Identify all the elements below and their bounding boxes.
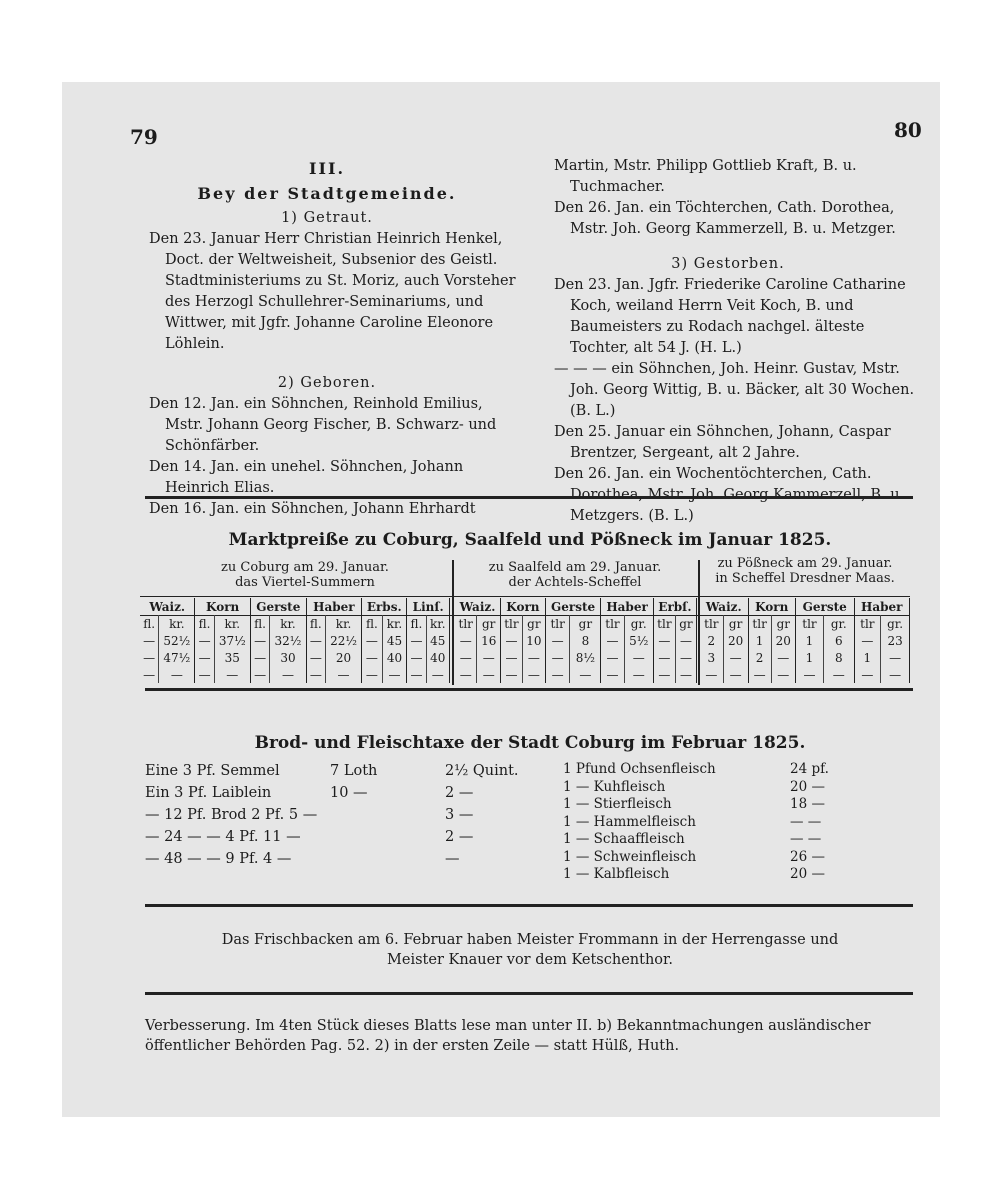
price-cell: — (653, 632, 675, 649)
price-cell: — (500, 632, 522, 649)
unit-label: gr. (824, 615, 854, 632)
price-cell: 1 (795, 632, 823, 649)
price-row (700, 632, 910, 649)
price-cell: — (407, 649, 426, 666)
bread-weight-loth: 7 Loth (330, 763, 378, 779)
group-heading-line: in Scheffel Dresdner Maas. (715, 571, 895, 586)
price-cell: 2 (748, 649, 771, 666)
unit-label: fl. (362, 615, 382, 632)
group-heading-line: der Achtels-Scheffel (508, 575, 642, 590)
meat-item: 1 — Stierfleisch (563, 796, 672, 812)
divider-rule (145, 688, 913, 691)
price-row (455, 632, 697, 649)
died-entry: Den 26. Jan. ein Wochentöchterchen, Cath. Dorothea, Mstr. Joh. Georg Kammerzell, B. u. Metzgers. (B. L.) (554, 466, 905, 524)
price-cell: — (522, 666, 545, 683)
price-cell: — (455, 666, 477, 683)
price-cell: — (545, 632, 570, 649)
price-cell: — (748, 666, 771, 683)
meat-price: 20 — (790, 778, 825, 795)
price-cell: 1 (854, 649, 881, 666)
column-header: Erbs. (362, 598, 407, 615)
price-cell: — (601, 666, 624, 683)
price-cell: — (675, 649, 696, 666)
price-cell: — (653, 649, 675, 666)
price-cell: — (250, 632, 269, 649)
meat-price: 24 pf. (790, 761, 829, 777)
column-header: Gerste (250, 598, 306, 615)
divider-rule (145, 992, 913, 995)
unit-label: tlr (700, 615, 723, 632)
table-header-rule (140, 596, 910, 597)
page-number-left: 79 (130, 125, 158, 149)
price-cell: — (601, 649, 624, 666)
price-cell: 5½ (624, 632, 653, 649)
unit-label: tlr (795, 615, 823, 632)
price-cell: — (854, 632, 881, 649)
unit-row (700, 615, 910, 632)
group-heading-line: zu Pößneck am 29. Januar. (717, 556, 893, 571)
unit-label: gr (570, 615, 601, 632)
price-cell: — (250, 666, 269, 683)
price-cell: — (477, 649, 501, 666)
meat-item: 1 — Kuhfleisch (563, 778, 666, 795)
price-cell: 8½ (570, 649, 601, 666)
bread-weight-quint: 2 — (445, 785, 474, 801)
market-group-coburg (160, 560, 450, 590)
price-cell: — (545, 649, 570, 666)
meat-item: 1 — Kalbfleisch (563, 866, 670, 882)
unit-label: tlr (854, 615, 881, 632)
price-cell: 20 (723, 632, 748, 649)
price-cell: — (653, 666, 675, 683)
price-row (140, 666, 450, 683)
column-header: Gerste (545, 598, 601, 615)
price-cell: 40 (382, 649, 407, 666)
price-cell: — (362, 649, 382, 666)
price-cell: 35 (214, 649, 250, 666)
column-header: Waiz. (140, 598, 195, 615)
price-cell: — (455, 649, 477, 666)
unit-label: fl. (195, 615, 214, 632)
price-cell: 10 (522, 632, 545, 649)
header-row (455, 598, 697, 615)
born-entry: Den 16. Jan. ein Söhnchen, Johann Ehrhardt (149, 501, 476, 517)
price-cell: — (500, 649, 522, 666)
column-header: Waiz. (700, 598, 748, 615)
table-saalfeld (455, 598, 697, 683)
married-heading: 1) Getraut. (281, 210, 373, 226)
price-cell: 6 (824, 632, 854, 649)
price-table-coburg (140, 598, 450, 683)
died-entry: — — — ein Söhnchen, Joh. Heinr. Gustav, Mstr. Joh. Georg Wittig, B. u. Bäcker, alt 30 Wochen. (B. L.) (554, 361, 915, 419)
born-heading: 2) Geboren. (277, 375, 377, 391)
price-cell: — (140, 649, 159, 666)
price-cell: — (624, 649, 653, 666)
married-entry: Den 23. Januar Herr Christian Heinrich Henkel, Doct. der Weltweisheit, Subsenior des Geistl. Stadtministeriums zu St. Moriz, auch Vorsteher des Herzogl Schullehrer-Seminariums, und Wittwer, mit Jgfr. Johanne Caroline Eleonore Löhlein. (149, 231, 516, 352)
price-cell: — (362, 666, 382, 683)
price-cell: — (306, 632, 325, 649)
price-cell: — (195, 632, 214, 649)
price-cell: 20 (325, 649, 361, 666)
bread-item: — 48 — — 9 Pf. 4 — (145, 851, 292, 867)
unit-label: fl. (250, 615, 269, 632)
price-cell: — (306, 666, 325, 683)
price-cell: — (771, 666, 795, 683)
price-table-saalfeld (455, 598, 697, 683)
price-cell: — (195, 666, 214, 683)
price-cell: — (675, 666, 696, 683)
market-group-poessneck (700, 556, 910, 586)
price-cell: 32½ (270, 632, 306, 649)
price-cell: — (140, 666, 159, 683)
unit-label: kr. (426, 615, 449, 632)
section-number: III. (308, 159, 346, 178)
unit-label: gr (771, 615, 795, 632)
unit-row (455, 615, 697, 632)
price-cell: 3 (700, 649, 723, 666)
price-cell: — (455, 632, 477, 649)
died-entry: Den 25. Januar ein Söhnchen, Johann, Caspar Brentzer, Sergeant, alt 2 Jahre. (554, 424, 891, 461)
price-cell: — (854, 666, 881, 683)
group-separator (452, 560, 454, 685)
column-header: Erbſ. (653, 598, 696, 615)
column-header: Korn (500, 598, 545, 615)
price-cell: — (382, 666, 407, 683)
correction-note: Verbesserung. Im 4ten Stück dieses Blatts lese man unter II. b) Bekanntmachungen ausländischer öffentlicher Behörden Pag. 52. 2) in der ersten Zeile — statt Hülß, Huth. (145, 1018, 871, 1054)
died-entry: Den 23. Jan. Jgfr. Friederike Caroline Catharine Koch, weiland Herrn Veit Koch, B. und Baumeisters zu Rodach nachgel. älteste Tochter, alt 54 J. (H. L.) (554, 277, 906, 356)
price-cell: 40 (426, 649, 449, 666)
price-row (700, 649, 910, 666)
price-cell: — (570, 666, 601, 683)
price-cell: 1 (795, 649, 823, 666)
column-header: Gerste (795, 598, 854, 615)
price-cell: 30 (270, 649, 306, 666)
header-row (140, 598, 450, 615)
price-cell: — (159, 666, 195, 683)
column-header: Waiz. (455, 598, 500, 615)
price-cell: — (522, 649, 545, 666)
tax-title: Brod- und Fleischtaxe der Stadt Coburg im Februar 1825. (254, 733, 806, 753)
price-cell: 8 (570, 632, 601, 649)
bread-weight-quint: 3 — (445, 807, 474, 823)
unit-label: gr. (881, 615, 910, 632)
price-cell: 52½ (159, 632, 195, 649)
price-row (140, 649, 450, 666)
bread-item: — 12 Pf. Brod 2 Pf. 5 — (145, 807, 318, 823)
column-header: Haber (306, 598, 361, 615)
price-cell: — (700, 666, 723, 683)
meat-price: 26 — (790, 848, 825, 865)
price-cell: 37½ (214, 632, 250, 649)
price-cell: — (214, 666, 250, 683)
header-row (700, 598, 910, 615)
price-cell: — (881, 666, 910, 683)
unit-label: kr. (270, 615, 306, 632)
unit-label: tlr (455, 615, 477, 632)
meat-item: 1 — Hammelfleisch (563, 813, 696, 830)
unit-label: gr. (624, 615, 653, 632)
price-cell: — (477, 666, 501, 683)
price-cell: — (407, 632, 426, 649)
unit-label: tlr (748, 615, 771, 632)
price-cell: — (824, 666, 854, 683)
price-cell: 8 (824, 649, 854, 666)
table-coburg (140, 598, 450, 683)
bread-item: Ein 3 Pf. Laiblein (145, 785, 272, 801)
meat-item: 1 Pfund Ochsenfleisch (563, 761, 716, 777)
price-cell: — (140, 632, 159, 649)
market-group-saalfeld (455, 560, 695, 590)
unit-label: gr (723, 615, 748, 632)
bread-item: Eine 3 Pf. Semmel (145, 763, 280, 779)
price-row (455, 649, 697, 666)
born-entry: Den 26. Jan. ein Töchterchen, Cath. Dorothea, Mstr. Joh. Georg Kammerzell, B. u. Metzger. (554, 200, 896, 237)
unit-label: tlr (545, 615, 570, 632)
continued-entry: Martin, Mstr. Philipp Gottlieb Kraft, B. u. Tuchmacher. (554, 158, 857, 195)
price-cell: — (723, 649, 748, 666)
unit-label: gr (675, 615, 696, 632)
page-number-right: 80 (894, 118, 922, 142)
unit-label: kr. (159, 615, 195, 632)
price-cell: — (771, 649, 795, 666)
column-header: Korn (748, 598, 795, 615)
price-cell: 22½ (325, 632, 361, 649)
unit-label: fl. (140, 615, 159, 632)
price-cell: — (675, 632, 696, 649)
price-cell: — (195, 649, 214, 666)
unit-label: fl. (306, 615, 325, 632)
column-header: Haber (854, 598, 910, 615)
price-cell: — (362, 632, 382, 649)
price-cell: 20 (771, 632, 795, 649)
bread-item: — 24 — — 4 Pf. 11 — (145, 829, 301, 845)
price-cell: 16 (477, 632, 501, 649)
unit-label: gr (477, 615, 501, 632)
meat-price: 20 — (790, 866, 825, 882)
divider-rule (145, 904, 913, 907)
bread-weight-loth: 10 — (330, 785, 368, 801)
price-cell: — (306, 649, 325, 666)
price-cell: — (426, 666, 449, 683)
left-column (133, 158, 521, 520)
unit-label: tlr (653, 615, 675, 632)
price-cell: — (325, 666, 361, 683)
price-cell: 47½ (159, 649, 195, 666)
unit-label: kr. (325, 615, 361, 632)
column-header: Haber (601, 598, 653, 615)
price-cell: 23 (881, 632, 910, 649)
unit-label: kr. (382, 615, 407, 632)
price-cell: — (270, 666, 306, 683)
unit-label: tlr (500, 615, 522, 632)
baking-notice: Das Frischbacken am 6. Februar haben Meister Frommann in der Herrengasse und Meister Knauer vor dem Ketschenthor. (221, 932, 839, 968)
born-entry: Den 14. Jan. ein unehel. Söhnchen, Johann Heinrich Elias. (149, 459, 464, 496)
group-heading-line: das Viertel-Summern (235, 575, 375, 590)
market-prices-title: Marktpreiße zu Coburg, Saalfeld und Pößneck im Januar 1825. (228, 530, 832, 550)
meat-price: — — (790, 813, 822, 830)
unit-label: fl. (407, 615, 426, 632)
price-cell: 1 (748, 632, 771, 649)
price-cell: — (795, 666, 823, 683)
price-cell: — (624, 666, 653, 683)
price-cell: 2 (700, 632, 723, 649)
price-table-poessneck (700, 598, 910, 683)
price-cell: — (407, 666, 426, 683)
section-title: Bey der Stadtgemeinde. (197, 184, 457, 203)
meat-price: — — (790, 831, 822, 847)
right-column (538, 156, 918, 527)
unit-label: kr. (214, 615, 250, 632)
bread-weight-quint: 2 — (445, 829, 474, 845)
price-cell: — (723, 666, 748, 683)
price-cell: — (601, 632, 624, 649)
unit-label: tlr (601, 615, 624, 632)
group-heading-line: zu Saalfeld am 29. Januar. (488, 560, 662, 575)
price-row (140, 632, 450, 649)
meat-item: 1 — Schaaffleisch (563, 831, 685, 847)
meat-item: 1 — Schweinfleisch (563, 848, 697, 865)
price-cell: — (545, 666, 570, 683)
price-cell: — (500, 666, 522, 683)
bread-weight-quint: 2½ Quint. (445, 763, 519, 779)
died-heading: 3) Gestorben. (671, 256, 785, 272)
meat-price: 18 — (790, 796, 825, 812)
table-poessneck (700, 598, 910, 683)
price-cell: 45 (426, 632, 449, 649)
price-cell: 45 (382, 632, 407, 649)
unit-label: gr (522, 615, 545, 632)
price-cell: — (250, 649, 269, 666)
unit-row (140, 615, 450, 632)
price-row (455, 666, 697, 683)
price-cell: — (881, 649, 910, 666)
bread-weight-quint: — (445, 851, 460, 867)
divider-rule (145, 496, 913, 499)
born-entry: Den 12. Jan. ein Söhnchen, Reinhold Emilius, Mstr. Johann Georg Fischer, B. Schwarz- und Schönfärber. (149, 396, 497, 454)
group-heading-line: zu Coburg am 29. Januar. (221, 560, 389, 575)
column-header: Linſ. (407, 598, 450, 615)
price-row (700, 666, 910, 683)
column-header: Korn (195, 598, 250, 615)
